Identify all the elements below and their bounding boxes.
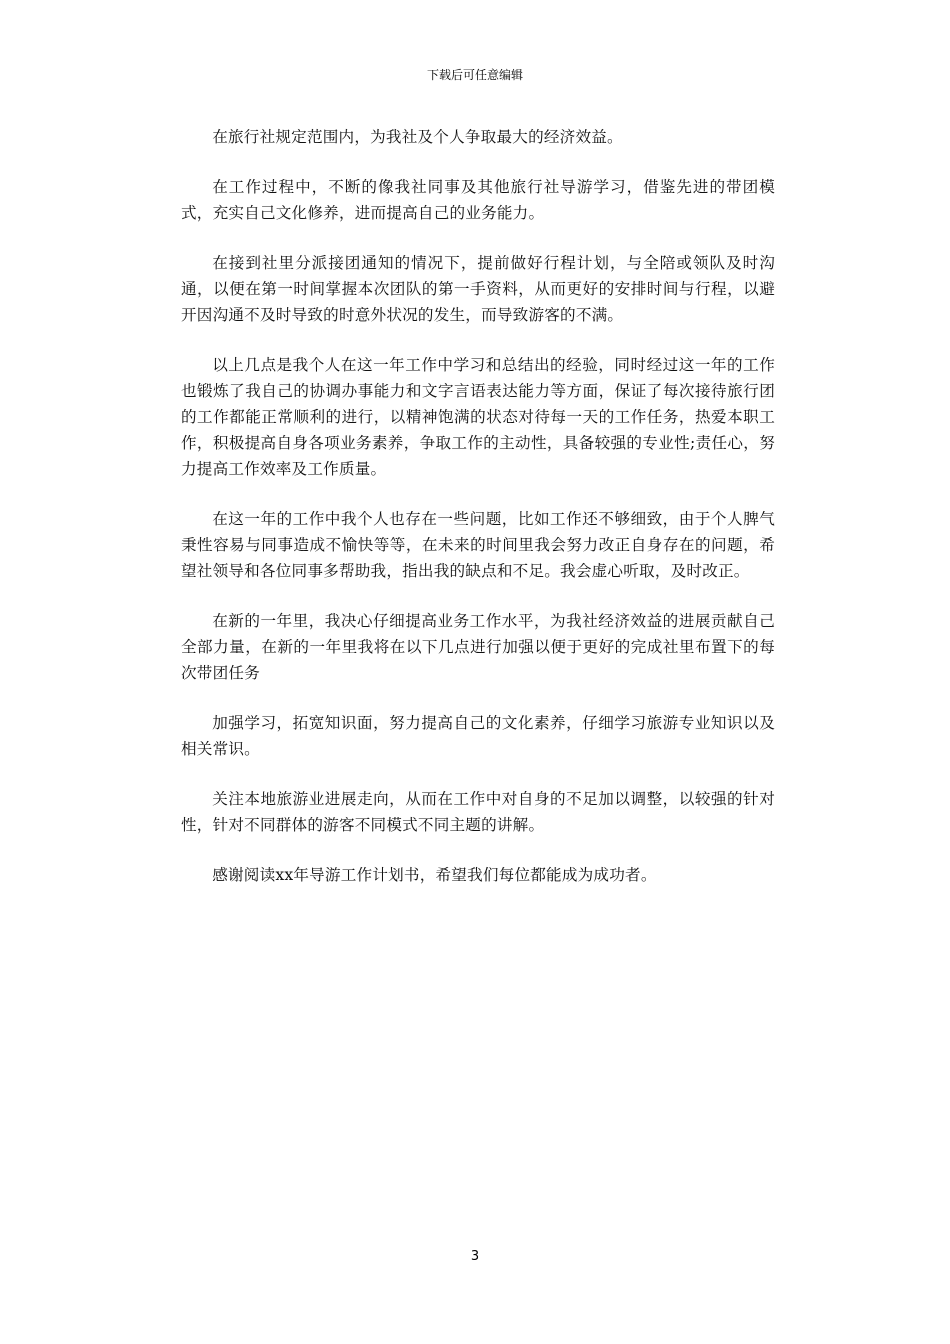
paragraph-5: 在这一年的工作中我个人也存在一些问题，比如工作还不够细致，由于个人脾气秉性容易与同事造成不愉快等等，在未来的时间里我会努力改正自身存在的问题，希望社领导和各位同事多帮助我，指出我的缺点和不足。我会虚心听取，及时改正。: [181, 510, 775, 580]
paragraph-3: 在接到社里分派接团通知的情况下，提前做好行程计划，与全陪或领队及时沟通，以便在第一时间掌握本次团队的第一手资料，从而更好的安排时间与行程，以避开因沟通不及时导致的时意外状况的发生，而导致游客的不满。: [181, 254, 775, 324]
paragraph-8: 关注本地旅游业进展走向，从而在工作中对自身的不足加以调整，以较强的针对性，针对不同群体的游客不同模式不同主题的讲解。: [181, 790, 775, 834]
paragraph-9: 感谢阅读xx年导游工作计划书，希望我们每位都能成为成功者。: [212, 866, 657, 884]
paragraph-6: 在新的一年里，我决心仔细提高业务工作水平，为我社经济效益的进展贡献自己全部力量，在新的一年里我将在以下几点进行加强以便于更好的完成社里布置下的每次带团任务: [181, 612, 775, 682]
paragraph-1: 在旅行社规定范围内，为我社及个人争取最大的经济效益。: [212, 128, 623, 146]
paragraph-2: 在工作过程中，不断的像我社同事及其他旅行社导游学习，借鉴先进的带团模式，充实自己文化修养，进而提高自己的业务能力。: [181, 178, 775, 222]
document-body: [181, 124, 775, 912]
paragraph-4: 以上几点是我个人在这一年工作中学习和总结出的经验，同时经过这一年的工作也锻炼了我自己的协调办事能力和文字言语表达能力等方面，保证了每次接待旅行团的工作都能正常顺利的进行，以精神饱满的状态对待每一天的工作任务，热爱本职工作，积极提高自身各项业务素养，争取工作的主动性，具备较强的专业性;责任心，努力提高工作效率及工作质量。: [181, 356, 775, 478]
page-header: 下载后可任意编辑: [426, 68, 523, 82]
paragraph-7: 加强学习，拓宽知识面，努力提高自己的文化素养，仔细学习旅游专业知识以及相关常识。: [181, 714, 775, 758]
page-number: 3: [470, 1249, 480, 1264]
